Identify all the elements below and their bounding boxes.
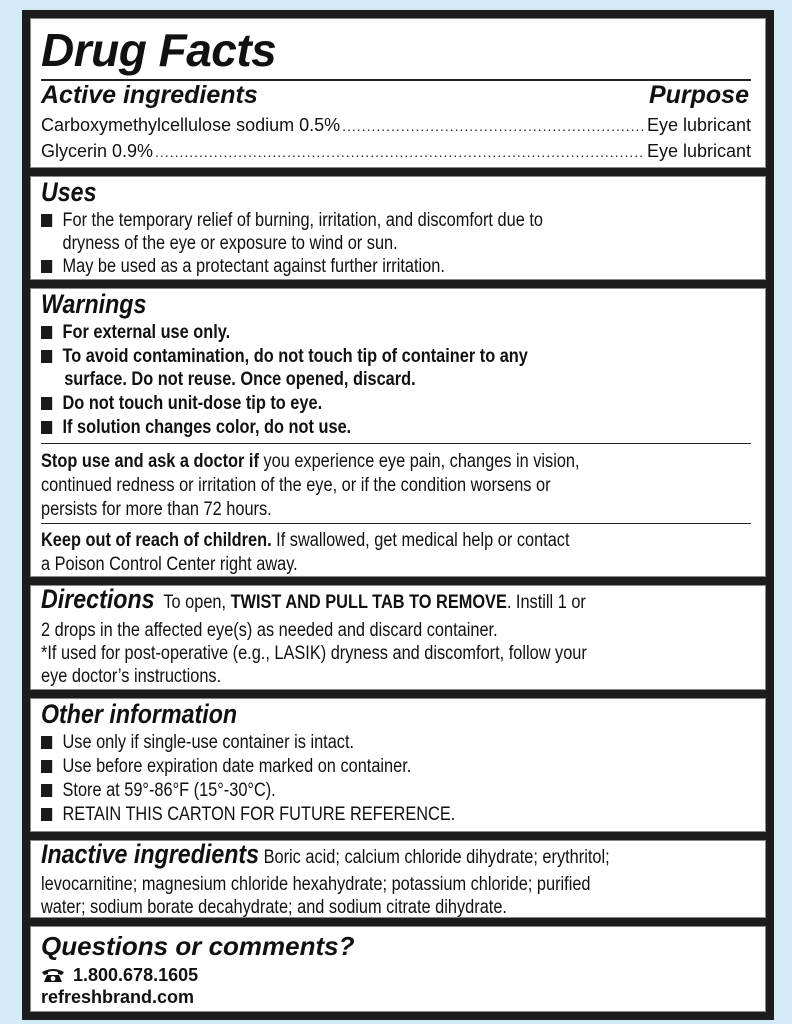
ingredient-purpose: Eye lubricant (646, 115, 751, 135)
warnings-divider (41, 523, 751, 524)
phone-line (41, 965, 198, 986)
ingredient-name: Carboxymethylcellulose sodium 0.5% (41, 115, 341, 135)
keep-out-text-line2: a Poison Control Center right away. (41, 554, 298, 575)
uses-item-continued: dryness of the eye or exposure to wind or sun. (62, 233, 398, 254)
active-ingredient-row (41, 115, 751, 136)
other-information-header: Other information (41, 699, 238, 729)
warning-item: To avoid contamination, do not touch tip of container to any (41, 345, 528, 368)
inactive-text: Inactive ingredients Boric acid; calcium chloride dihydrate; erythritol; (41, 840, 610, 869)
questions-panel (30, 926, 766, 1012)
inactive-line2: levocarnitine; magnesium chloride hexahydrate; potassium chloride; purified (41, 874, 591, 895)
bullet-square-icon (41, 326, 52, 339)
telephone-icon (41, 967, 65, 983)
warning-item-continued: surface. Do not reuse. Once opened, discard. (64, 369, 416, 390)
other-info-item: Use only if single-use container is intact. (41, 731, 354, 754)
questions-header: Questions or comments? (41, 931, 355, 961)
warnings-divider (41, 443, 751, 444)
other-info-item: Store at 59°-86°F (15°-30°C). (41, 779, 276, 802)
uses-item: May be used as a protectant against further irritation. (41, 255, 445, 278)
inactive-line3: water; sodium borate decahydrate; and sodium citrate dihydrate. (41, 897, 507, 918)
other-info-item: Use before expiration date marked on container. (41, 755, 411, 778)
bullet-square-icon (41, 736, 52, 749)
leader-dots (342, 118, 645, 134)
bullet-square-icon (41, 260, 52, 273)
directions-header: Directions (41, 585, 155, 614)
stop-use-text-line3: persists for more than 72 hours. (41, 499, 272, 520)
directions-panel (30, 585, 766, 690)
ingredient-name: Glycerin 0.9% (41, 141, 154, 161)
warnings-header: Warnings (41, 289, 147, 319)
stop-use-text-line2: continued redness or irritation of the eye, or if the condition worsens or (41, 475, 551, 496)
directions-text: Directions To open, TWIST AND PULL TAB TO REMOVE. Instill 1 or (41, 585, 586, 614)
warning-item: Do not touch unit-dose tip to eye. (41, 392, 322, 415)
directions-line3: *If used for post-operative (e.g., LASIK) dryness and discomfort, follow your (41, 643, 587, 664)
bullet-square-icon (41, 350, 52, 363)
warnings-panel (30, 288, 766, 577)
page-title: Drug Facts (41, 24, 277, 76)
directions-line4: eye doctor’s instructions. (41, 666, 222, 687)
uses-panel (30, 176, 766, 280)
bullet-square-icon (41, 784, 52, 797)
warning-item: If solution changes color, do not use. (41, 416, 351, 439)
active-ingredient-row (41, 141, 751, 162)
drug-facts-frame (22, 10, 774, 1020)
uses-header: Uses (41, 177, 97, 207)
inactive-ingredients-panel (30, 840, 766, 918)
phone-number[interactable]: 1.800.678.1605 (73, 965, 199, 985)
leader-dots (155, 144, 645, 160)
stop-use-text: Stop use and ask a doctor if you experience eye pain, changes in vision, (41, 451, 580, 472)
warning-item: For external use only. (41, 321, 230, 344)
uses-item: For the temporary relief of burning, irritation, and discomfort due to (41, 209, 543, 232)
bullet-square-icon (41, 421, 52, 434)
inactive-ingredients-header: Inactive ingredients (41, 840, 260, 869)
directions-line2: 2 drops in the affected eye(s) as needed and discard container. (41, 620, 498, 641)
other-information-panel (30, 698, 766, 832)
active-ingredients-panel (30, 18, 766, 168)
bullet-square-icon (41, 214, 52, 227)
keep-out-text: Keep out of reach of children. If swallowed, get medical help or contact (41, 530, 570, 551)
website-link[interactable]: refreshbrand.com (41, 987, 195, 1007)
bullet-square-icon (41, 808, 52, 821)
bullet-square-icon (41, 760, 52, 773)
bullet-square-icon (41, 397, 52, 410)
active-ingredients-header: Active ingredients (41, 81, 258, 109)
ingredient-purpose: Eye lubricant (646, 141, 751, 161)
other-info-item: RETAIN THIS CARTON FOR FUTURE REFERENCE. (41, 803, 455, 826)
purpose-header: Purpose (648, 81, 749, 109)
